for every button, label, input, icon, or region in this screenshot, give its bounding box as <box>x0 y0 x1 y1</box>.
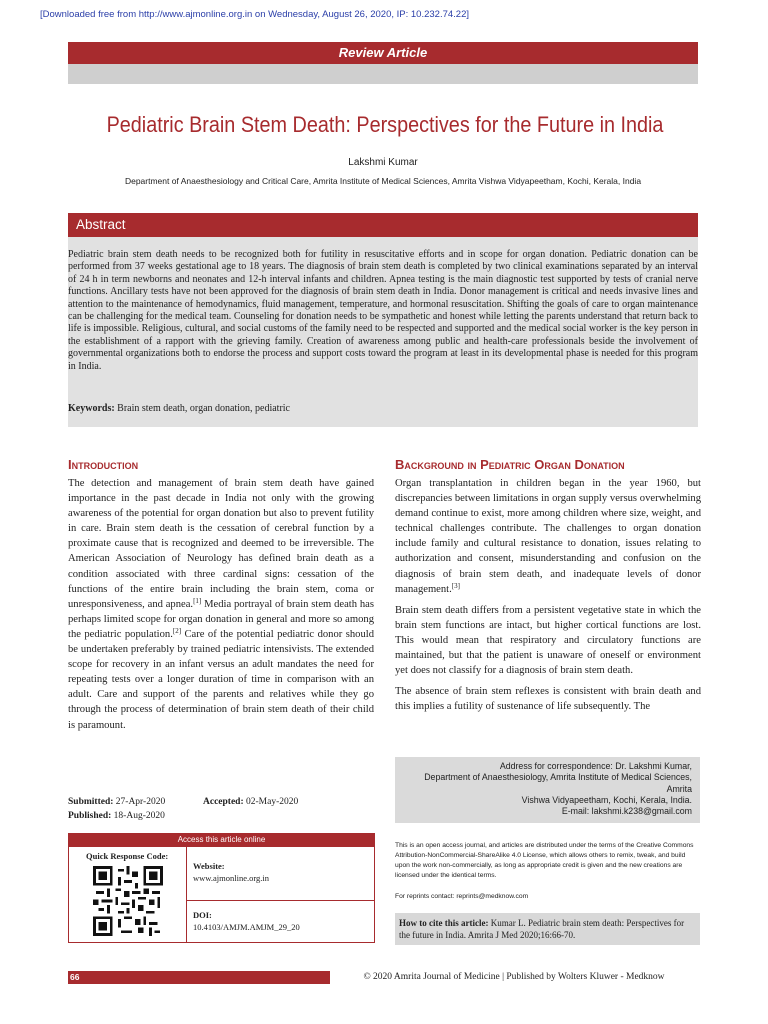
background-paragraph-3: The absence of brain stem reflexes is consistent with brain death and this implies a futility of sustenance of life subsequently. The <box>395 686 701 713</box>
doi-link[interactable]: 10.4103/AMJM.AMJM_29_20 <box>193 922 300 932</box>
license-text: This is an open access journal, and articles are distributed under the terms of the Creative Commons Attribution-NonCommercial-ShareAlike 4.0 License, which allows others to remix, tweak, and build upon the work non-commercially, as long as appropriate credit is given and the new creations are licensed under the identical terms. <box>395 842 694 879</box>
background-paragraph-1 <box>395 476 701 597</box>
author: Lakshmi Kumar <box>348 157 418 168</box>
download-notice: [Downloaded free from http://www.ajmonline.org.in on Wednesday, August 26, 2020, IP: 10.232.74.22] <box>40 9 469 20</box>
published-value: 18-Aug-2020 <box>113 811 165 821</box>
abstract-heading-label: Abstract <box>76 217 126 232</box>
background-text-1: Organ transplantation in children began in the year 1960, but discrepancies between limitations in organ supply versus overwhelming demand continue to exist, more among children where size, weight, and technical challenges contribute. The challenges to organ donation include family and cultural resistance to donation, issues relating to authorization and consent, misunderstanding and confusion on the diagnosis of brain stem death, and inadequate levels of donor management. <box>395 478 701 595</box>
ref-2[interactable]: [2] <box>172 626 182 635</box>
article-type-banner: Review Article <box>68 42 698 64</box>
intro-paragraph <box>68 476 374 733</box>
correspondence-email[interactable]: E-mail: lakshmi.k238@gmail.com <box>561 806 692 817</box>
submitted-value: 27-Apr-2020 <box>115 797 166 807</box>
access-divider-h <box>186 900 374 901</box>
website-link[interactable]: www.ajmonline.org.in <box>193 873 270 883</box>
citation-label: How to cite this article: <box>399 918 489 928</box>
qr-code-icon[interactable] <box>93 866 163 936</box>
correspondence-line: Department of Anaesthesiology, Amrita Institute of Medical Sciences, Amrita <box>424 772 692 794</box>
page-number: 66 <box>70 972 80 982</box>
intro-text-a: The detection and management of brain stem death have gained importance in the past decade in India not only with the growing awareness of the potential for organ donation but also to prevent futility in care. Brain stem death is the cessation of cerebral function by a proximate cause that is recognized and deemed to be irreversible. The American Association of Neurology has defined brain death as a condition associated with three cardinal signs: cessation of the functions of the entire brain including the brain stem, coma or unresponsiveness, and apnea. <box>68 478 374 610</box>
citation <box>399 917 695 941</box>
footer-copyright: © 2020 Amrita Journal of Medicine | Published by Wolters Kluwer - Medknow <box>330 971 698 984</box>
intro-text-b: Media portrayal of brain stem death has perhaps limited scope for organ donation in general and more so among the pediatric population. <box>68 598 374 640</box>
submitted-label: Submitted: <box>68 797 114 807</box>
ref-1[interactable]: [1] <box>193 596 202 605</box>
background-text <box>395 476 701 720</box>
affiliation: Department of Anaesthesiology and Critical Care, Amrita Institute of Medical Sciences, Amrita Vishwa Vidyapeetham, Kochi, Kerala, India <box>124 176 642 186</box>
citation-text: Kumar L. Pediatric brain stem death: Perspectives for the future in India. Amrita J Med 2020;16:66-70. <box>399 918 685 940</box>
keywords-label: Keywords: <box>68 403 115 414</box>
access-heading: Access this article online <box>68 833 375 847</box>
background-heading: Background in Pediatric Organ Donation <box>395 457 625 472</box>
accepted-value: 02-May-2020 <box>246 797 299 807</box>
access-divider-v <box>186 847 187 942</box>
paper-title: Pediatric Brain Stem Death: Perspectives for the Future in India <box>106 112 664 137</box>
banner-divider <box>68 64 698 84</box>
submitted-date <box>68 797 165 807</box>
correspondence <box>400 761 692 817</box>
website-label: Website: <box>193 861 225 871</box>
keywords <box>68 403 698 414</box>
reprints-contact: For reprints contact: reprints@medknow.com <box>395 893 529 900</box>
abstract-heading <box>68 213 698 237</box>
intro-text <box>68 476 374 739</box>
intro-heading: Introduction <box>68 457 139 472</box>
published-date <box>68 811 165 821</box>
correspondence-line: Vishwa Vidyapeetham, Kochi, Kerala, India. <box>521 794 692 805</box>
correspondence-line: Address for correspondence: Dr. Lakshmi Kumar, <box>499 761 692 771</box>
published-label: Published: <box>68 811 112 821</box>
ref-3[interactable]: [3] <box>451 581 460 590</box>
keywords-value: Brain stem death, organ donation, pediatric <box>117 403 290 414</box>
background-paragraph-2: Brain stem death differs from a persistent vegetative state in which the brain stem functions are intact, but higher cortical functions are lost. This would mean that respiratory and circulatory functions are maintained, but that the patient is unaware of oneself or environment yet does not classify for a diagnosis of brain stem death. <box>395 604 701 677</box>
accepted-label: Accepted: <box>203 797 244 807</box>
accepted-date <box>203 797 298 807</box>
abstract-text: Pediatric brain stem death needs to be recognized both for futility in resuscitative efforts and in scope for organ donation. Pediatric donation can be performed from 37 weeks gestational age to 18 years. The diagnosis of brain stem death is completed by two clinical examinations separated by an interval of 24 h in term newborns and neonates and 12-h interval infants and children. Apnea testing is the main diagnostic test supported by tests of cranial nerve functions. Ancillary tests have not been approved for the diagnosis of brain stem death in India. Donor management is critical and needs invasive lines and attention to the maintenance of hemodynamics, fluid management, temperature, and hormonal resuscitation. Shifting the goals of care to organ maintenance can be challenging for the medical team. Counseling for donation needs to be sympathetic and honest while letting the parents understand that return back to life is impossible. Religious, cultural, and social customs of the family need to be respected and supported and the medical social worker is the key person in the establishment of a rapport with the grieving family. Creation of awareness among public and health-care professionals beside the involvement of governmental organizations both to endorse the process and support costs toward the program at least in its developmental phase is needed for this program in India. <box>68 249 698 372</box>
intro-text-c: Care of the potential pediatric donor should be undertaken preferably by trained pediatric intensivists. The extended scope for recovery in an infant versus an adult mandates the need for repeating tests over a longer duration of time in comparison with an adult. Care and support of the parents and relatives while they go through the process of determination of brain stem death of their child is paramount. <box>68 628 374 731</box>
qr-label: Quick Response Code: <box>86 851 169 861</box>
doi-label: DOI: <box>193 910 212 920</box>
